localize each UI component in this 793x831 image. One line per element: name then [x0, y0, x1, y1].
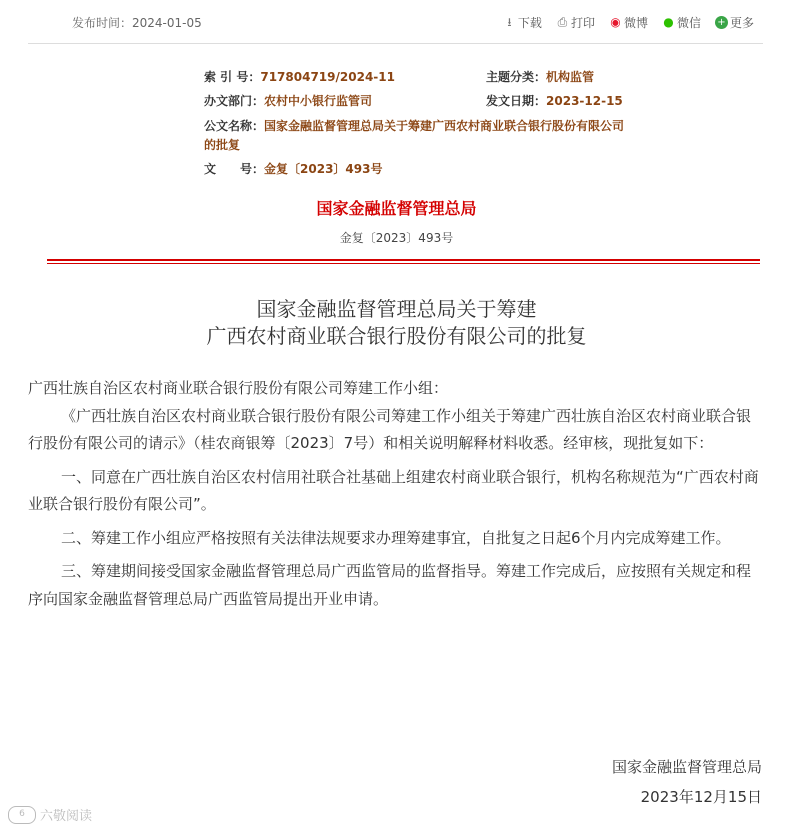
item-1: 一、同意在广西壮族自治区农村信用社联合社基础上组建农村商业联合银行，机构名称规范为“广西农村商业联合银行股份有限公司”。	[28, 467, 759, 513]
document-title	[0, 296, 793, 350]
meta-topic	[486, 68, 594, 85]
share-actions	[503, 14, 754, 31]
name-value-line1: 国家金融监督管理总局关于筹建广西农村商业联合银行股份有限公司	[264, 119, 625, 133]
title-line1: 国家金融监督管理总局关于筹建	[256, 297, 537, 321]
intro-paragraph: 《广西壮族自治区农村商业联合银行股份有限公司筹建工作小组关于筹建广西壮族自治区农村商业联合银行股份有限公司的请示》（桂农商银筹〔2023〕7号）和相关说明解释材料收悉。经审核，现批复如下：	[28, 406, 752, 452]
more-share-button[interactable]	[715, 14, 754, 31]
meta-date	[486, 92, 623, 109]
signature-block	[612, 752, 762, 812]
more-label: 更多	[729, 16, 754, 30]
weibo-icon: ◉	[610, 15, 621, 29]
wechat-label: 微信	[676, 16, 701, 30]
watermark-text: 六敬阅读	[40, 809, 93, 824]
topic-label: 主题分类：	[486, 70, 547, 84]
print-button[interactable]	[556, 14, 595, 31]
meta-name	[204, 117, 624, 134]
download-icon: ⭳	[507, 15, 512, 29]
name-label: 公文名称：	[204, 119, 265, 133]
date-label: 发文日期：	[486, 94, 547, 108]
red-rule-thin	[47, 263, 760, 264]
meta-name-cont	[204, 136, 240, 153]
print-label: 打印	[570, 16, 595, 30]
docno-value: 金复〔2023〕493号	[264, 162, 383, 176]
top-bar	[72, 14, 762, 32]
publish-date: 发布时间：2024-01-05	[72, 16, 202, 30]
weibo-label: 微博	[623, 16, 648, 30]
top-divider	[28, 43, 763, 44]
name-value-line2: 的批复	[204, 138, 241, 152]
date-value: 2023-12-15	[546, 94, 623, 108]
topic-value: 机构监管	[546, 70, 595, 84]
wechat-share-button[interactable]	[662, 14, 701, 31]
dept-label: 办文部门：	[204, 94, 265, 108]
signature-org: 国家金融监督管理总局	[611, 758, 762, 776]
issuer-heading: 国家金融监督管理总局	[316, 199, 477, 218]
red-rule-thick	[47, 259, 760, 261]
signature-date: 2023年12月15日	[640, 788, 762, 806]
watermark-logo-icon: 6	[8, 806, 36, 824]
download-button[interactable]	[503, 14, 542, 31]
meta-docno	[204, 160, 382, 177]
doc-number: 金复〔2023〕493号	[339, 231, 454, 245]
item-3: 三、筹建期间接受国家金融监督管理总局广西监管局的监督指导。筹建工作完成后，应按照有关规定和程序向国家金融监督管理总局广西监管局提出开业申请。	[28, 562, 752, 608]
wechat-icon: ●	[663, 15, 674, 29]
salutation: 广西壮族自治区农村商业联合银行股份有限公司筹建工作小组：	[28, 379, 449, 397]
index-value: 717804719/2024-11	[260, 70, 395, 84]
watermark	[8, 805, 92, 824]
weibo-share-button[interactable]	[609, 14, 648, 31]
meta-dept	[204, 92, 372, 109]
item-2: 二、筹建工作小组应严格按照有关法律法规要求办理筹建事宜，自批复之日起6个月内完成筹建工作。	[61, 528, 731, 547]
index-label: 索 引 号：	[204, 70, 261, 84]
download-label: 下载	[517, 16, 542, 30]
print-icon: ⎙	[557, 15, 568, 29]
meta-index	[204, 68, 395, 85]
docno-label: 文 号：	[204, 162, 265, 176]
title-line2: 广西农村商业联合银行股份有限公司的批复	[206, 324, 587, 348]
dept-value: 农村中小银行监管司	[264, 94, 373, 108]
document-body	[28, 375, 763, 613]
plus-icon: +	[715, 16, 728, 29]
